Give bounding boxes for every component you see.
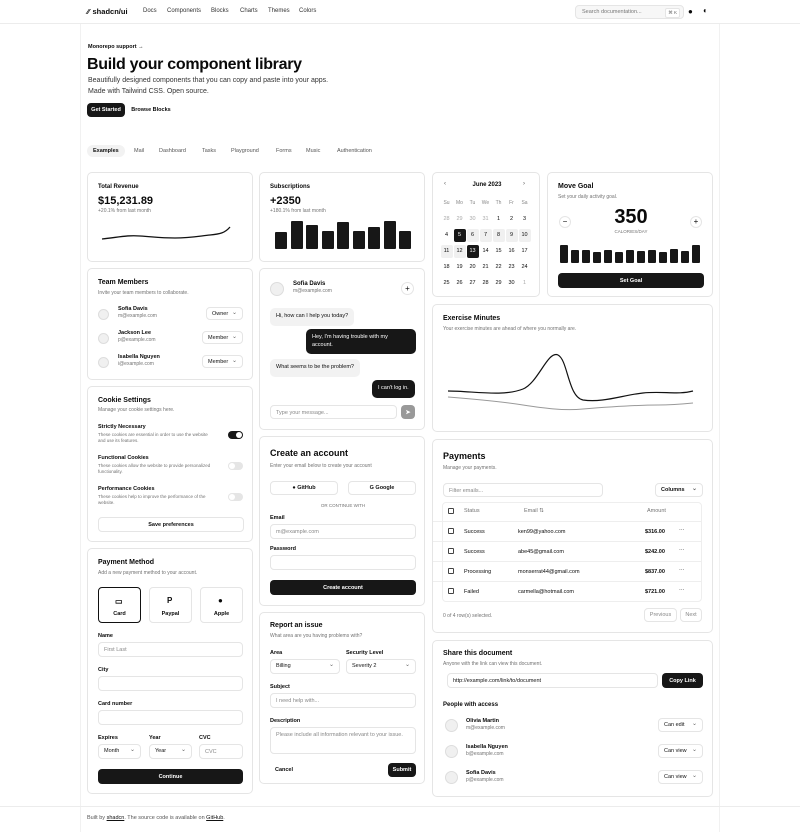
toggle-performance[interactable] <box>228 493 243 501</box>
revenue-value: $15,231.89 <box>98 195 154 207</box>
severity-select[interactable]: Severity 2 ⌄ <box>346 659 416 674</box>
status-header: Status <box>464 508 480 514</box>
description-label: Description <box>270 718 301 724</box>
calendar-day[interactable]: 17 <box>521 247 528 254</box>
increase-button[interactable]: + <box>690 216 702 228</box>
next-button[interactable]: Next <box>680 608 702 622</box>
submit-button[interactable]: Submit <box>388 763 416 777</box>
calendar-day[interactable]: 28 <box>443 215 450 222</box>
divider-text: OR CONTINUE WITH <box>320 503 366 508</box>
role-select[interactable]: Owner ⌄ <box>206 307 243 320</box>
subscriptions-value: +2350 <box>270 195 301 207</box>
cookie-item-description: These cookies allow the website to provide personalized functionality. <box>98 463 211 474</box>
person-email: m@example.com <box>466 725 505 731</box>
logo-icon: ⁄⁄ <box>87 7 90 16</box>
account-title: Create an account <box>270 448 349 458</box>
paypal-icon: P <box>167 596 173 605</box>
theme-toggle-icon[interactable]: ◐ <box>703 6 708 15</box>
row-actions-icon[interactable]: ··· <box>679 567 685 573</box>
member-email: p@example.com <box>118 337 156 343</box>
row-checkbox[interactable] <box>448 588 454 594</box>
table-row <box>433 581 702 601</box>
row-checkbox[interactable] <box>448 568 454 574</box>
calendar-day[interactable]: 22 <box>495 263 502 270</box>
calendar-day[interactable]: 1 <box>496 215 501 222</box>
decrease-button[interactable]: − <box>559 216 571 228</box>
chat-message: I can't log in. <box>372 380 415 398</box>
name-field[interactable]: First Last <box>98 642 243 657</box>
calendar-day[interactable]: 15 <box>495 247 502 254</box>
calendar-day[interactable]: 30 <box>469 215 476 222</box>
name-label: Name <box>98 633 113 639</box>
card-number-label: Card number <box>98 701 133 707</box>
email-label: Email <box>270 515 285 521</box>
subscription-bar <box>353 231 365 249</box>
cookie-item-description: These cookies help to improve the performance of the website. <box>98 494 206 505</box>
footer-divider <box>0 806 800 807</box>
row-status: Failed <box>464 589 479 595</box>
row-amount: $837.00 <box>645 569 665 575</box>
calendar-day[interactable]: 28 <box>482 279 489 286</box>
member-name: Isabella Nguyen <box>118 354 160 360</box>
row-status: Success <box>464 549 485 555</box>
payment-method-title: Payment Method <box>98 559 155 566</box>
hero-title: Build your component library <box>87 56 302 73</box>
github-link[interactable]: GitHub <box>206 815 224 821</box>
member-email: i@example.com <box>118 361 154 367</box>
password-field[interactable] <box>270 555 416 570</box>
get-started-button[interactable]: Get Started <box>87 103 125 117</box>
set-goal-button[interactable]: Set Goal <box>558 273 704 288</box>
permission-select[interactable]: Can view ⌄ <box>658 770 703 784</box>
exercise-title: Exercise Minutes <box>443 315 501 322</box>
subscriptions-label: Subscriptions <box>270 184 311 190</box>
weekday-label: We <box>481 200 490 206</box>
cvc-field[interactable]: CVC <box>199 744 243 759</box>
row-checkbox[interactable] <box>448 548 454 554</box>
github-button[interactable]: ● GitHub <box>270 481 338 495</box>
area-label: Area <box>270 650 283 656</box>
nav-components[interactable]: Components <box>167 8 202 14</box>
hero-description-2: Made with Tailwind CSS. Open source. <box>88 88 209 95</box>
amount-header: Amount <box>647 508 666 514</box>
cookie-item-name: Functional Cookies <box>98 455 149 461</box>
year-label: Year <box>149 735 161 741</box>
row-checkbox[interactable] <box>448 528 454 534</box>
calendar-day[interactable]: 31 <box>482 215 489 222</box>
weekday-label: Su <box>443 200 450 206</box>
exercise-card <box>432 304 713 432</box>
calendar-day[interactable]: 23 <box>508 263 515 270</box>
row-amount: $316.00 <box>645 529 665 535</box>
chat-message: Hey, I'm having trouble with my account. <box>306 329 416 354</box>
subscription-bar <box>384 221 396 249</box>
weekday-label: Fr <box>509 200 514 206</box>
team-description: Invite your team members to collaborate. <box>98 290 189 296</box>
report-issue-card <box>259 612 425 784</box>
calendar-day[interactable]: 18 <box>443 263 450 270</box>
calendar-day[interactable]: 29 <box>456 215 463 222</box>
row-email: ken99@yahoo.com <box>518 529 566 535</box>
tab-music[interactable]: Music <box>306 148 321 154</box>
subscription-bar <box>322 231 334 249</box>
goal-bar <box>560 245 568 263</box>
subscription-bar <box>275 232 287 249</box>
calendar-day[interactable]: 16 <box>508 247 515 254</box>
row-status: Success <box>464 529 485 535</box>
row-amount: $242.00 <box>645 549 665 555</box>
people-title: People with access <box>443 702 499 708</box>
share-document-card <box>432 640 713 797</box>
description-field[interactable]: Please include all information relevant to your issue. <box>270 727 416 754</box>
subscriptions-card <box>259 172 425 262</box>
severity-label: Security Level <box>346 650 384 656</box>
team-members-card <box>87 268 253 380</box>
subject-field[interactable]: I need help with... <box>270 693 416 708</box>
calendar-day[interactable]: 21 <box>482 263 489 270</box>
filter-emails-input[interactable]: Filter emails... <box>443 483 603 497</box>
chat-contact-name: Sofia Davis <box>293 281 326 287</box>
announcement-link[interactable]: Monorepo support → <box>88 44 144 50</box>
calendar-day[interactable]: 19 <box>456 263 463 270</box>
calendar-grid <box>440 195 531 291</box>
revenue-change: +20.1% from last month <box>98 208 151 214</box>
continue-button[interactable]: Continue <box>98 769 243 784</box>
nav-charts[interactable]: Charts <box>240 8 258 14</box>
expires-select[interactable]: Month ⌄ <box>98 744 141 759</box>
goal-bar <box>593 252 601 263</box>
email-field[interactable]: m@example.com <box>270 524 416 539</box>
goal-bar <box>692 245 700 263</box>
row-email: monserrat44@gmail.com <box>518 569 580 575</box>
nav-docs[interactable]: Docs <box>143 8 157 14</box>
tab-examples[interactable]: Examples <box>87 145 125 157</box>
calendar-day[interactable]: 7 <box>479 227 492 243</box>
copy-link-button[interactable]: Copy Link <box>662 673 703 688</box>
browse-blocks-button[interactable]: Browse Blocks <box>131 107 171 113</box>
cookie-item-description: These cookies are essential in order to use the website and use its features. <box>98 432 208 443</box>
subscription-bar <box>306 225 318 249</box>
member-email: m@example.com <box>118 313 157 319</box>
chat-card <box>259 268 425 430</box>
cookie-settings-card <box>87 386 253 542</box>
move-goal-title: Move Goal <box>558 183 594 190</box>
city-label: City <box>98 667 109 673</box>
move-goal-card <box>547 172 713 297</box>
card-option[interactable]: ▭ Card <box>98 587 141 623</box>
nav-blocks[interactable]: Blocks <box>211 8 229 14</box>
table-row <box>433 521 702 541</box>
area-select[interactable]: Billing ⌄ <box>270 659 340 674</box>
apple-icon: ● <box>218 596 223 605</box>
calendar-month: June 2023 <box>472 182 502 188</box>
previous-button[interactable]: Previous <box>644 608 677 622</box>
avatar <box>445 719 458 732</box>
paypal-option[interactable]: P Paypal <box>149 587 192 623</box>
shadcn-link[interactable]: shadcn <box>106 815 125 821</box>
subscription-bar <box>399 231 411 249</box>
calendar-day[interactable]: 25 <box>443 279 450 286</box>
account-description: Enter your email below to create your account <box>270 463 372 469</box>
table-row <box>433 541 702 561</box>
password-label: Password <box>270 546 296 552</box>
google-icon: G <box>369 485 376 491</box>
row-actions-icon[interactable]: ··· <box>679 527 685 533</box>
goal-bar <box>582 250 590 263</box>
permission-select[interactable]: Can edit ⌄ <box>658 718 703 732</box>
goal-bar <box>615 252 623 263</box>
goal-bar <box>637 251 645 263</box>
avatar <box>98 333 109 344</box>
apple-option[interactable]: ● Apple <box>200 587 243 623</box>
calendar-day[interactable]: 8 <box>492 227 505 243</box>
calendar-day[interactable]: 27 <box>469 279 476 286</box>
weekday-label: Th <box>495 200 502 206</box>
avatar <box>98 357 109 368</box>
add-contact-icon[interactable]: + <box>401 282 414 295</box>
subscriptions-bar-chart <box>275 221 413 249</box>
calendar-day[interactable]: 4 <box>444 231 449 238</box>
selected-count: 0 of 4 row(s) selected. <box>443 613 493 619</box>
calendar-day[interactable]: 13 <box>466 243 479 259</box>
row-actions-icon[interactable]: ··· <box>679 547 685 553</box>
nav-colors[interactable]: Colors <box>299 8 317 14</box>
avatar <box>98 309 109 320</box>
calendar-day[interactable]: 1 <box>522 279 527 286</box>
goal-bar <box>626 250 634 263</box>
columns-button[interactable]: Columns ⌄ <box>655 483 703 497</box>
role-select[interactable]: Member ⌄ <box>202 355 243 368</box>
role-select[interactable]: Member ⌄ <box>202 331 243 344</box>
calendar-day[interactable]: 24 <box>521 263 528 270</box>
payments-description: Manage your payments. <box>443 465 497 471</box>
card-number-field[interactable] <box>98 710 243 725</box>
chat-message-input[interactable]: Type your message... <box>270 405 397 419</box>
goal-bar <box>648 250 656 263</box>
create-account-card <box>259 436 425 606</box>
member-name: Sofia Davis <box>118 306 148 312</box>
goal-bar <box>659 252 667 263</box>
chat-message: What seems to be the problem? <box>270 359 360 377</box>
move-goal-bar-chart <box>560 239 702 263</box>
logo[interactable]: ⁄⁄ shadcn/ui <box>87 7 128 16</box>
select-all-checkbox[interactable] <box>448 508 454 514</box>
issue-description: What area are you having problems with? <box>270 633 363 639</box>
subject-label: Subject <box>270 684 290 690</box>
table-row <box>433 561 702 581</box>
cookie-description: Manage your cookie settings here. <box>98 407 175 413</box>
cookie-item-name: Strictly Necessary <box>98 424 146 430</box>
chat-message: Hi, how can I help you today? <box>270 308 354 326</box>
revenue-card <box>87 172 253 262</box>
calendar-day[interactable]: 20 <box>469 263 476 270</box>
person-name: Sofia Davis <box>466 770 496 776</box>
create-account-button[interactable]: Create account <box>270 580 416 595</box>
share-link-input[interactable]: http://example.com/link/to/document <box>447 673 658 688</box>
person-email: b@example.com <box>466 751 504 757</box>
calendar-prev-icon[interactable]: ‹ <box>444 181 446 187</box>
search-input[interactable]: Search documentation... ⌘ K <box>575 5 684 19</box>
calendar-card <box>432 172 540 297</box>
tab-dashboard[interactable]: Dashboard <box>159 148 186 154</box>
member-name: Jackson Lee <box>118 330 152 336</box>
calendar-day[interactable]: 5 <box>453 227 466 243</box>
payments-title: Payments <box>443 451 486 461</box>
move-goal-description: Set your daily activity goal. <box>558 194 618 200</box>
toggle-strictly-necessary[interactable] <box>228 431 243 439</box>
revenue-line-chart <box>100 223 232 245</box>
tab-playground[interactable]: Playground <box>231 148 259 154</box>
hero-description-1: Beautifully designed components that you can copy and paste into your apps. <box>88 77 329 84</box>
cookie-item-name: Performance Cookies <box>98 486 155 492</box>
revenue-label: Total Revenue <box>98 184 139 190</box>
calendar-day[interactable]: 29 <box>495 279 502 286</box>
calendar-day[interactable]: 30 <box>508 279 515 286</box>
avatar <box>270 282 284 296</box>
tab-mail[interactable]: Mail <box>134 148 145 154</box>
row-email: carmella@hotmail.com <box>518 589 575 595</box>
tab-authentication[interactable]: Authentication <box>337 148 372 154</box>
cvc-label: CVC <box>199 735 211 741</box>
payment-method-description: Add a new payment method to your account. <box>98 570 198 576</box>
goal-bar <box>681 251 689 263</box>
table-header-row <box>433 502 702 522</box>
expires-label: Expires <box>98 735 118 741</box>
weekday-label: Sa <box>521 200 528 206</box>
calendar-day[interactable]: 26 <box>456 279 463 286</box>
chat-contact-email: m@example.com <box>293 288 332 294</box>
cancel-button[interactable]: Cancel <box>274 767 294 773</box>
credit-card-icon: ▭ <box>115 597 123 606</box>
city-field[interactable] <box>98 676 243 691</box>
email-header[interactable]: Email ⇅ <box>524 508 544 514</box>
move-goal-value: 350 <box>614 206 648 228</box>
row-status: Processing <box>464 569 492 575</box>
row-email: abe45@gmail.com <box>518 549 564 555</box>
exercise-line-chart <box>443 345 703 425</box>
exercise-description: Your exercise minutes are ahead of where you normally are. <box>443 326 577 332</box>
search-shortcut: ⌘ K <box>665 8 680 18</box>
weekday-label: Mo <box>456 200 463 206</box>
year-select[interactable]: Year ⌄ <box>149 744 192 759</box>
calendar-day[interactable]: 9 <box>505 227 518 243</box>
share-description: Anyone with the link can view this document. <box>443 661 543 667</box>
calendar-day[interactable]: 10 <box>518 227 531 243</box>
nav-themes[interactable]: Themes <box>268 8 290 14</box>
footer-text: Built by shadcn. The source code is available on GitHub. <box>87 815 225 821</box>
calendar-day[interactable]: 11 <box>440 243 453 259</box>
subscriptions-change: +180.1% from last month <box>270 208 326 214</box>
payment-method-card <box>87 548 253 794</box>
send-icon[interactable]: ➤ <box>401 405 415 419</box>
calendar-day[interactable]: 3 <box>522 215 527 222</box>
subscription-bar <box>337 222 349 249</box>
person-email: p@example.com <box>466 777 504 783</box>
move-goal-unit: CALORIES/DAY <box>614 229 648 234</box>
avatar <box>445 745 458 758</box>
permission-select[interactable]: Can view ⌄ <box>658 744 703 758</box>
github-icon: ● <box>292 485 298 491</box>
avatar <box>445 771 458 784</box>
row-amount: $721.00 <box>645 589 665 595</box>
weekday-label: Tu <box>469 200 476 206</box>
calendar-next-icon[interactable]: › <box>523 181 525 187</box>
calendar-day[interactable]: 12 <box>453 243 466 259</box>
toggle-functional[interactable] <box>228 462 243 470</box>
calendar-day[interactable]: 2 <box>509 215 514 222</box>
team-title: Team Members <box>98 279 149 286</box>
github-icon[interactable]: ● <box>688 7 693 16</box>
subscription-bar <box>368 227 380 249</box>
tab-tasks[interactable]: Tasks <box>202 148 217 154</box>
google-button[interactable]: G Google <box>348 481 416 495</box>
goal-bar <box>604 250 612 263</box>
row-actions-icon[interactable]: ··· <box>679 587 685 593</box>
tab-forms[interactable]: Forms <box>276 148 292 154</box>
goal-bar <box>571 250 579 263</box>
cookie-title: Cookie Settings <box>98 397 151 404</box>
person-name: Olivia Martin <box>466 718 500 724</box>
subscription-bar <box>291 221 303 249</box>
person-name: Isabella Nguyen <box>466 744 508 750</box>
issue-title: Report an issue <box>270 622 323 629</box>
goal-bar <box>670 249 678 263</box>
calendar-day[interactable]: 14 <box>482 247 489 254</box>
calendar-day[interactable]: 6 <box>466 227 479 243</box>
share-title: Share this document <box>443 650 513 657</box>
save-preferences-button[interactable]: Save preferences <box>98 517 244 532</box>
